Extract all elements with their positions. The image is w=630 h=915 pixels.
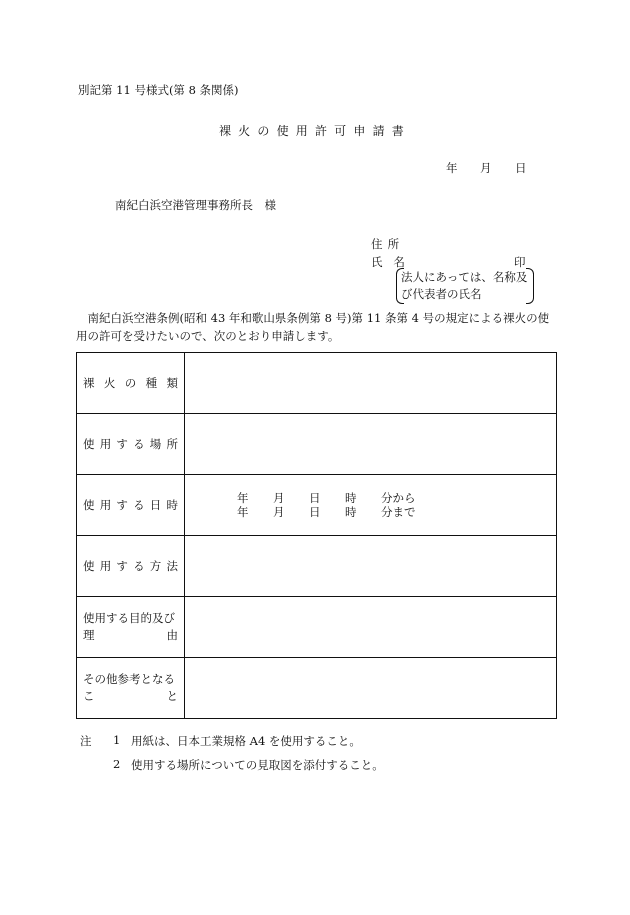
purpose-label xyxy=(77,610,184,644)
to-hour: 時 xyxy=(345,505,357,519)
fire-type-value-field[interactable] xyxy=(185,353,557,414)
row-label-cell xyxy=(77,475,185,536)
address-label: 住所 xyxy=(371,237,405,251)
table-row-datetime xyxy=(77,475,557,536)
datetime-to-line xyxy=(237,505,556,519)
datetime-from-line xyxy=(237,491,556,505)
application-statement: 南紀白浜空港条例(昭和 43 年和歌山県条例第 8 号)第 11 条第 4 号の規定による裸火の使用の許可を受けたいので、次のとおり申請します。 xyxy=(76,311,550,343)
table-row-fire-type xyxy=(77,353,557,414)
table-row-method xyxy=(77,536,557,597)
note-text: 使用する場所についての見取図を添付すること。 xyxy=(131,758,384,772)
application-table xyxy=(76,352,557,719)
form-reference: 別記第 11 号様式(第 8 条関係) xyxy=(78,83,239,97)
note-index: 1 xyxy=(113,733,121,747)
to-day: 日 xyxy=(309,505,321,519)
table-row-other xyxy=(77,658,557,719)
other-label-line1: その他参考となる xyxy=(83,672,175,686)
row-label-cell xyxy=(77,536,185,597)
to-minute: 分まで xyxy=(381,505,416,519)
datetime-value-field[interactable] xyxy=(185,475,557,536)
location-value-field[interactable] xyxy=(185,414,557,475)
from-minute: 分から xyxy=(381,491,416,505)
seal-label: 印 xyxy=(514,255,526,269)
corporate-name-note: 法人にあっては、名称及び代表者の氏名 xyxy=(401,270,528,301)
other-value-field[interactable] xyxy=(185,658,557,719)
note-text: 用紙は、日本工業規格 A4 を使用すること。 xyxy=(131,734,361,748)
table-row-location xyxy=(77,414,557,475)
location-label: 使用する場所 xyxy=(83,437,178,451)
method-label: 使用する方法 xyxy=(83,559,178,573)
fire-type-label: 裸火の種類 xyxy=(83,376,178,390)
document-title: 裸火の使用許可申請書 xyxy=(218,124,411,138)
table-row-purpose xyxy=(77,597,557,658)
row-label-cell xyxy=(77,353,185,414)
other-label xyxy=(77,671,184,705)
from-month: 月 xyxy=(273,491,285,505)
purpose-label-line1: 使用する目的及び xyxy=(83,611,175,625)
purpose-value-field[interactable] xyxy=(185,597,557,658)
from-hour: 時 xyxy=(345,491,357,505)
other-label-line2: こと xyxy=(83,689,178,703)
to-month: 月 xyxy=(273,505,285,519)
date-year-label: 年 xyxy=(446,161,458,175)
datetime-label: 使用する日時 xyxy=(83,498,178,512)
addressee: 南紀白浜空港管理事務所長 様 xyxy=(115,198,276,212)
notes-heading: 注 xyxy=(80,734,92,748)
date-day-label: 日 xyxy=(515,161,527,175)
method-value-field[interactable] xyxy=(185,536,557,597)
date-month-label: 月 xyxy=(480,161,492,175)
name-label: 氏名 xyxy=(371,255,416,269)
from-year: 年 xyxy=(237,491,249,505)
purpose-label-line2: 理由 xyxy=(83,628,178,642)
to-year: 年 xyxy=(237,505,249,519)
row-label-cell xyxy=(77,658,185,719)
note-index: 2 xyxy=(113,757,121,771)
from-day: 日 xyxy=(309,491,321,505)
row-label-cell xyxy=(77,414,185,475)
row-label-cell xyxy=(77,597,185,658)
